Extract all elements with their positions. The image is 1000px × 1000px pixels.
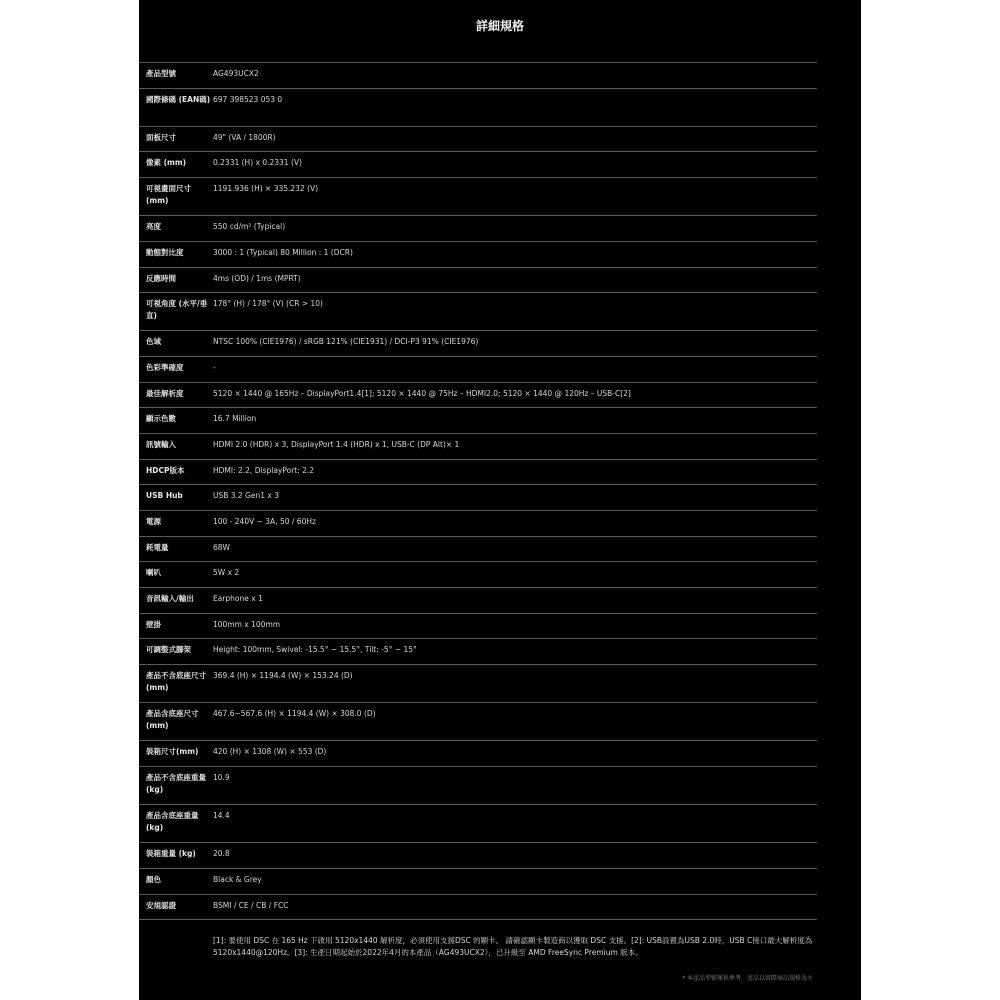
spec-row — [139, 639, 817, 665]
spec-value: 1191.936 (H) × 335.232 (V) — [213, 184, 319, 193]
spec-label: 面板尺寸 — [146, 133, 176, 142]
spec-row — [139, 127, 817, 152]
spec-label: HDCP版本 — [146, 466, 185, 475]
spec-row — [139, 741, 817, 767]
spec-value: 100mm x 100mm — [213, 620, 281, 629]
spec-row — [139, 89, 817, 127]
spec-row — [139, 357, 817, 383]
spec-label: 動態對比度 — [146, 248, 184, 257]
spec-label: 可調整式腳架 — [146, 645, 191, 654]
spec-value: 49" (VA / 1800R) — [213, 133, 276, 142]
spec-label: 喇叭 — [146, 568, 161, 577]
spec-label: 裝箱尺寸(mm) — [146, 747, 199, 756]
spec-label: 顏色 — [146, 875, 161, 884]
spec-row — [139, 216, 817, 242]
spec-row — [139, 242, 817, 268]
spec-row — [139, 895, 817, 920]
spec-value: 697 398523 053 0 — [213, 95, 283, 104]
spec-value: AG493UCX2 — [213, 69, 259, 78]
spec-value: 550 cd/m² (Typical) — [213, 222, 286, 231]
spec-value: 20.8 — [213, 849, 230, 858]
spec-value: 3000 : 1 (Typical) 80 Million : 1 (DCR) — [213, 248, 353, 257]
spec-value: USB 3.2 Gen1 x 3 — [213, 491, 280, 500]
spec-row — [139, 268, 817, 293]
spec-label: 國際條碼 (EAN碼) — [146, 95, 211, 104]
spec-label: 音訊輸入/輸出 — [146, 594, 194, 603]
spec-label: 反應時間 — [146, 274, 176, 283]
spec-label: 電源 — [146, 517, 161, 526]
spec-row — [139, 331, 817, 357]
spec-value: 10.9 — [213, 773, 230, 782]
spec-value: BSMI / CE / CB / FCC — [213, 901, 289, 910]
page-title: 詳細規格 — [475, 19, 524, 33]
spec-value: 369.4 (H) × 1194.4 (W) × 153.24 (D) — [213, 671, 353, 680]
spec-row — [139, 588, 817, 614]
spec-label: 裝箱重量 (kg) — [146, 849, 196, 858]
spec-row — [139, 434, 817, 460]
spec-value: 68W — [213, 543, 230, 552]
disclaimer: * 本產品型號僅供參考，產品以實際商品規格為主 — [682, 975, 813, 982]
spec-value: 100 - 240V ~ 3A, 50 / 60Hz — [213, 517, 316, 526]
spec-value: 16.7 Million — [213, 414, 257, 423]
spec-value: HDMI: 2.2, DisplayPort: 2.2 — [213, 466, 315, 475]
spec-label: 耗電量 — [146, 543, 169, 552]
spec-value: 4ms (OD) / 1ms (MPRT) — [213, 274, 301, 283]
spec-value: 420 (H) × 1308 (W) × 553 (D) — [213, 747, 327, 756]
footnotes: [1]: 要使用 DSC 在 165 Hz 下啟用 5120x1440 解析度，必須使用支援DSC 的顯卡。 請確認顯卡製造商以獲取 DSC 支援。[2]: USB設置為USB 2.0時，USB C接口最大解析度為5120x1440@120Hz。[3]: 生產日期起始於2022年4月的本產品（AG493UCX2），已升級至 AMD FreeSync Premium 版本。 — [213, 936, 813, 957]
spec-panel — [139, 0, 861, 1000]
spec-row — [139, 805, 817, 843]
spec-label: 產品不含底座尺寸(mm) — [146, 671, 206, 692]
spec-row — [139, 152, 817, 178]
spec-row — [139, 562, 817, 588]
spec-value: 14.4 — [213, 811, 230, 820]
spec-label: USB Hub — [146, 491, 183, 500]
spec-label: 色彩準確度 — [146, 363, 184, 372]
spec-label: 亮度 — [146, 222, 161, 231]
spec-row — [139, 485, 817, 511]
spec-value: 5120 × 1440 @ 165Hz – DisplayPort1.4[1]; 5120 × 1440 @ 75Hz – HDMI2.0; 5120 × 1440 @ 120Hz – USB-C[2] — [213, 389, 631, 398]
spec-value: 5W x 2 — [213, 568, 240, 577]
spec-row — [139, 843, 817, 869]
spec-label: 顯示色數 — [146, 414, 176, 423]
spec-row — [139, 63, 817, 89]
spec-label: 安規認證 — [146, 901, 176, 910]
spec-row — [139, 537, 817, 562]
spec-value: Earphone x 1 — [213, 594, 263, 603]
spec-value: 178° (H) / 178° (V) (CR > 10) — [213, 299, 323, 308]
spec-label: 產品不含底座重量 (kg) — [146, 773, 206, 794]
spec-row — [139, 869, 817, 895]
spec-row — [139, 460, 817, 485]
spec-label: 可視畫面尺寸 (mm) — [146, 184, 191, 205]
spec-row — [139, 703, 817, 741]
spec-label: 壁掛 — [146, 620, 161, 629]
spec-row — [139, 767, 817, 805]
spec-value: 0.2331 (H) x 0.2331 (V) — [213, 158, 302, 167]
spec-label: 像素 (mm) — [146, 158, 187, 167]
spec-row — [139, 178, 817, 216]
spec-value: Height: 100mm, Swivel: -15.5° ~ 15.5°, Tilt: -5° ~ 15° — [213, 645, 417, 654]
spec-label: 最佳解析度 — [146, 389, 184, 398]
spec-label: 產品型號 — [146, 69, 176, 78]
spec-label: 色域 — [146, 337, 161, 346]
spec-label: 產品含底座重量 (kg) — [146, 811, 199, 832]
spec-row — [139, 511, 817, 537]
spec-row — [139, 383, 817, 408]
spec-value: HDMI 2.0 (HDR) x 3, DisplayPort 1.4 (HDR) x 1, USB-C (DP Alt)× 1 — [213, 440, 460, 449]
spec-table — [139, 62, 817, 920]
spec-row — [139, 665, 817, 703]
spec-label: 訊號輸入 — [146, 440, 176, 449]
spec-label: 可視角度 (水平/垂直) — [146, 299, 208, 320]
spec-value: - — [213, 363, 216, 372]
spec-row — [139, 408, 817, 434]
spec-value: NTSC 100% (CIE1976) / sRGB 121% (CIE1931) / DCI-P3 91% (CIE1976) — [213, 337, 479, 346]
spec-label: 產品含底座尺寸(mm) — [146, 709, 199, 730]
spec-value: Black & Grey — [213, 875, 262, 884]
spec-row — [139, 293, 817, 331]
spec-row — [139, 614, 817, 639]
spec-value: 467.6~567.6 (H) × 1194.4 (W) × 308.0 (D) — [213, 709, 376, 718]
